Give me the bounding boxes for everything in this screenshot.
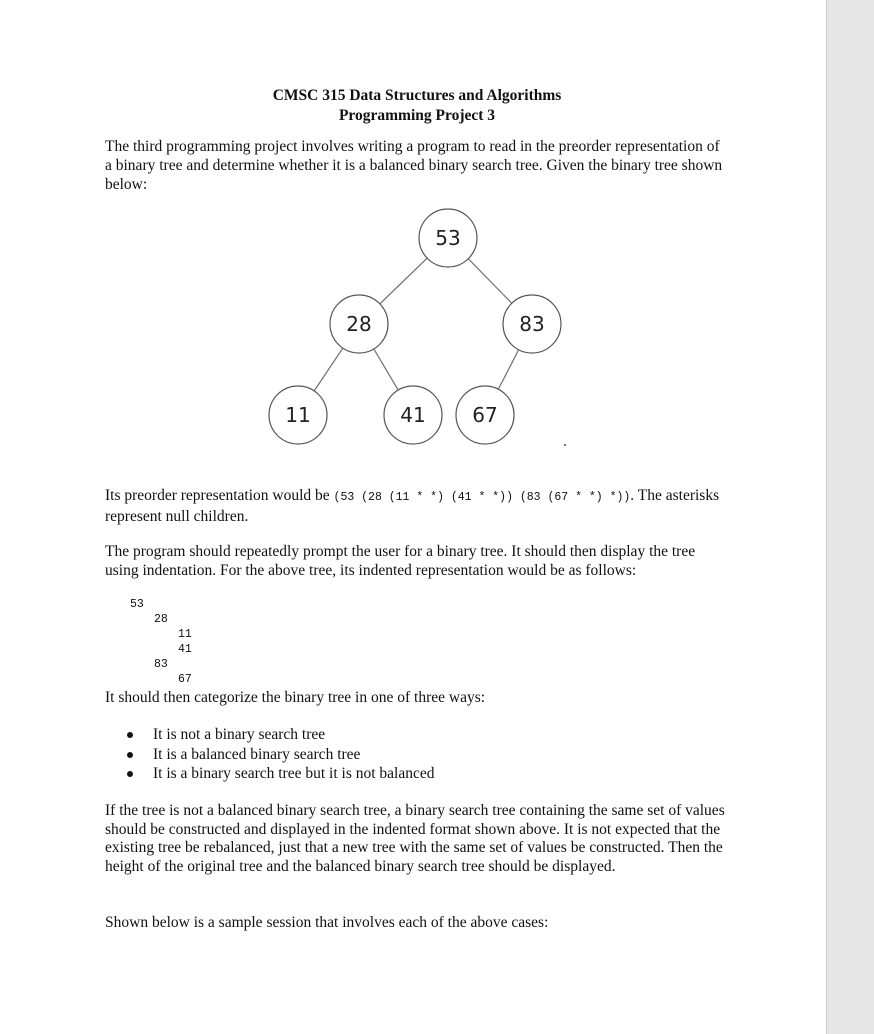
bullet-icon — [127, 771, 133, 777]
tree-node-label-53: 53 — [435, 226, 461, 250]
document-subtitle: Programming Project 3 — [338, 107, 496, 124]
tree-node-label-41: 41 — [400, 403, 426, 427]
indented-node: 53 — [130, 598, 144, 611]
list-item: It is a binary search tree but it is not balanced — [127, 764, 434, 784]
indented-node: 41 — [178, 643, 192, 656]
bullet-icon — [127, 752, 133, 758]
category-list — [127, 725, 434, 784]
bullet-icon — [127, 732, 133, 738]
list-item: It is a balanced binary search tree — [127, 745, 434, 765]
indented-node: 67 — [178, 673, 192, 686]
indented-node: 11 — [178, 628, 192, 641]
indented-node: 83 — [154, 658, 168, 671]
intro-paragraph: The third programming project involves writing a program to read in the preorder representation of a binary tree and determine whether it is a balanced binary search tree. Given the binary tree shown below: — [105, 138, 723, 193]
preorder-text-after: . The asterisks represent null children. — [105, 487, 720, 525]
stray-dot — [564, 444, 566, 446]
tree-node-label-67: 67 — [472, 403, 498, 427]
list-item: It is not a binary search tree — [127, 725, 434, 745]
preorder-text-before: Its preorder representation would be — [105, 487, 334, 504]
categorize-intro: It should then categorize the binary tree in one of three ways: — [105, 689, 486, 706]
tree-node-label-83: 83 — [519, 312, 545, 336]
preorder-code: (53 (28 (11 * *) (41 * *)) (83 (67 * *) *)) — [333, 491, 631, 504]
binary-tree-diagram — [0, 0, 826, 470]
rebalance-paragraph: If the tree is not a balanced binary search tree, a binary search tree containing the same set of values should be constructed and displayed in the indented format shown above. It is not expected that the existing tree be rebalanced, just that a new tree with the same set of values be constructed. Then the height of the original tree and the balanced binary search tree should be displayed. — [105, 802, 725, 875]
tree-node-label-28: 28 — [346, 312, 372, 336]
tree-node-label-11: 11 — [285, 403, 311, 427]
preorder-paragraph — [105, 486, 730, 526]
indented-node: 28 — [154, 613, 168, 626]
prompt-paragraph: The program should repeatedly prompt the user for a binary tree. It should then display the tree using indentation. For the above tree, its indented representation would be as follows: — [105, 543, 696, 579]
document-title: CMSC 315 Data Structures and Algorithms — [272, 87, 562, 104]
sample-intro: Shown below is a sample session that involves each of the above cases: — [105, 914, 549, 931]
